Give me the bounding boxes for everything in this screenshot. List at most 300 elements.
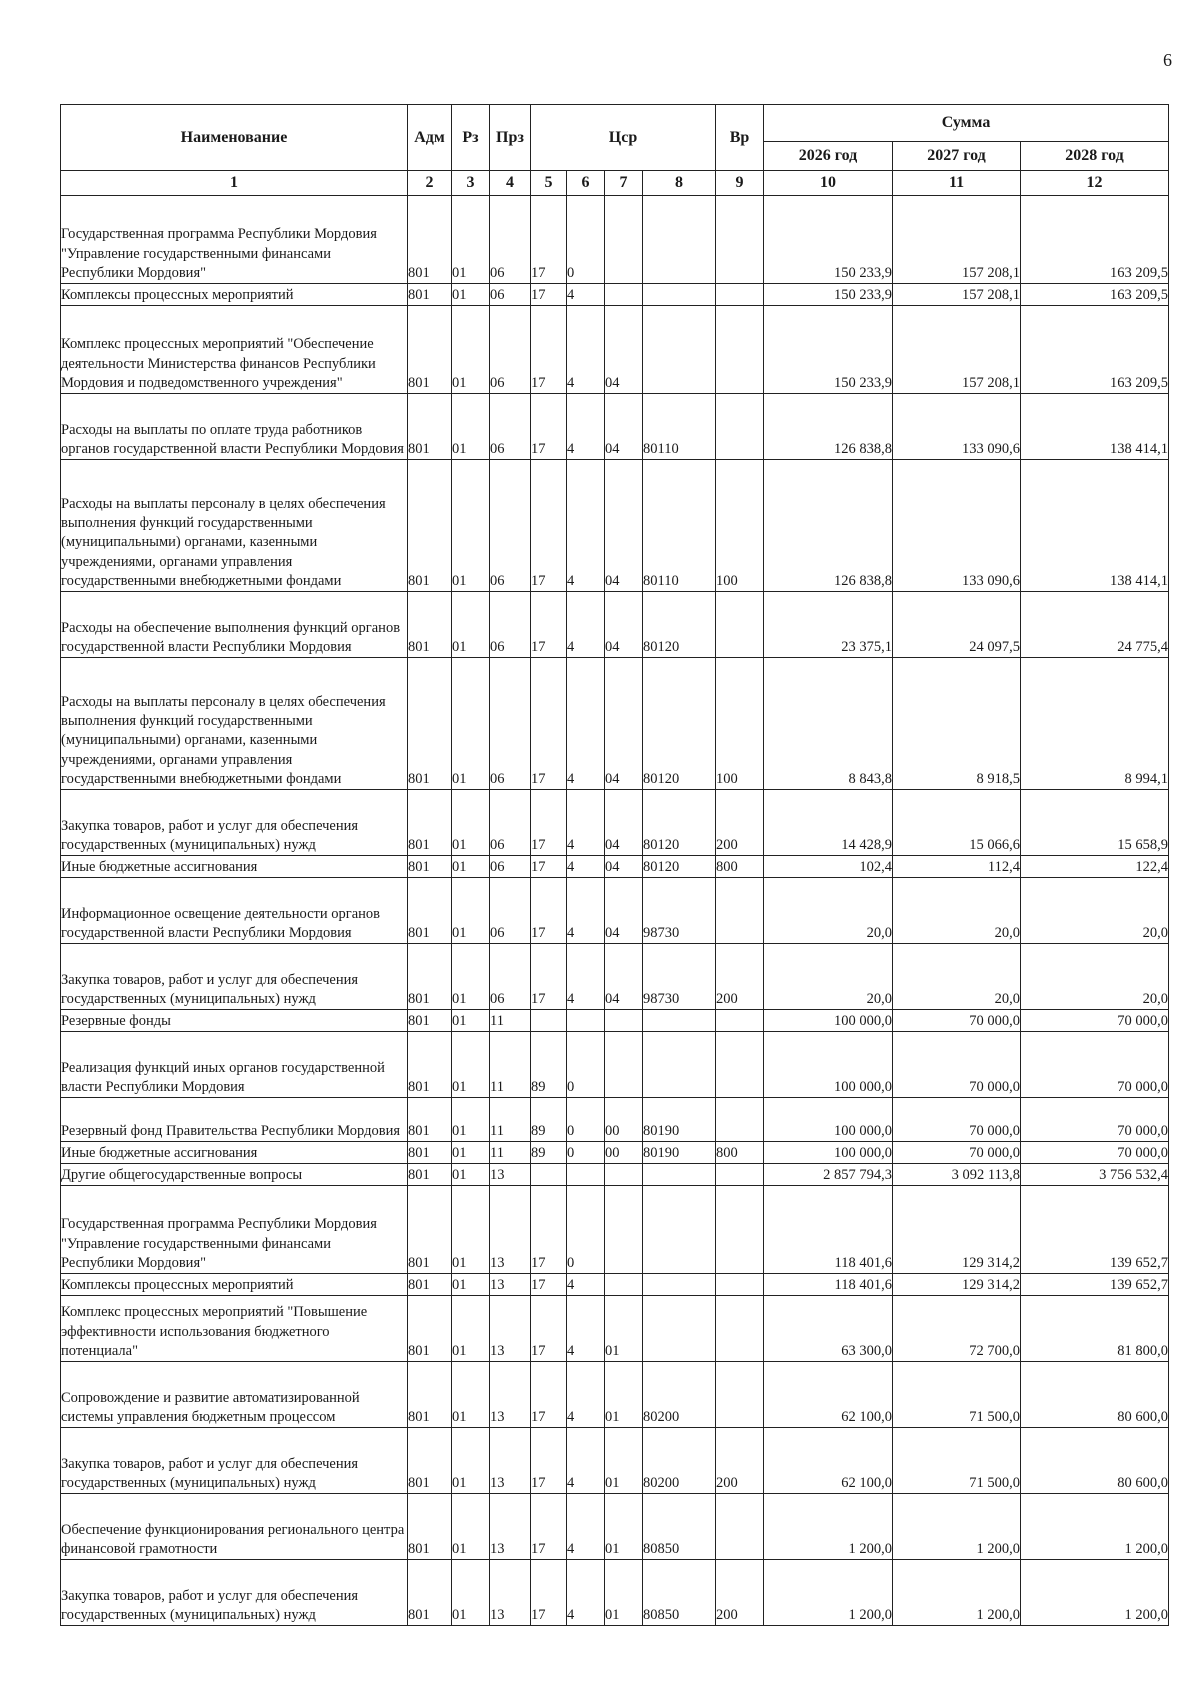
cell-prz: 11 — [490, 1142, 531, 1164]
cell-prz: 13 — [490, 1428, 531, 1494]
cell-rz: 01 — [452, 1362, 490, 1428]
cell-prz: 06 — [490, 394, 531, 460]
cell-c8 — [643, 1274, 716, 1296]
column-number: 7 — [605, 171, 643, 196]
cell-c5: 17 — [531, 306, 567, 394]
header-year-2028: 2028 год — [1021, 142, 1169, 171]
cell-s2: 15 066,6 — [893, 790, 1021, 856]
table-row — [61, 1560, 1169, 1626]
cell-s1: 100 000,0 — [764, 1032, 893, 1098]
cell-c6: 4 — [567, 394, 605, 460]
cell-c7: 01 — [605, 1428, 643, 1494]
cell-rz: 01 — [452, 394, 490, 460]
cell-s2: 20,0 — [893, 878, 1021, 944]
cell-rz: 01 — [452, 856, 490, 878]
cell-s1: 23 375,1 — [764, 592, 893, 658]
cell-c6: 4 — [567, 790, 605, 856]
cell-prz: 06 — [490, 878, 531, 944]
cell-adm: 801 — [408, 306, 452, 394]
cell-s3: 3 756 532,4 — [1021, 1164, 1169, 1186]
cell-s1: 100 000,0 — [764, 1010, 893, 1032]
cell-adm: 801 — [408, 1428, 452, 1494]
cell-name: Расходы на выплаты по оплате труда работников органов государственной власти Республики Мордовия — [61, 394, 408, 460]
cell-c7: 04 — [605, 944, 643, 1010]
cell-vr — [716, 592, 764, 658]
cell-adm: 801 — [408, 658, 452, 790]
column-number: 2 — [408, 171, 452, 196]
cell-name: Расходы на обеспечение выполнения функций органов государственной власти Республики Мордовия — [61, 592, 408, 658]
cell-c5: 17 — [531, 1186, 567, 1274]
cell-c6: 0 — [567, 196, 605, 284]
cell-prz: 06 — [490, 460, 531, 592]
cell-name: Иные бюджетные ассигнования — [61, 856, 408, 878]
cell-s2: 8 918,5 — [893, 658, 1021, 790]
cell-vr: 800 — [716, 856, 764, 878]
cell-rz: 01 — [452, 1142, 490, 1164]
cell-c6: 4 — [567, 592, 605, 658]
table-row — [61, 1186, 1169, 1274]
cell-c7: 04 — [605, 790, 643, 856]
cell-name: Закупка товаров, работ и услуг для обеспечения государственных (муниципальных) нужд — [61, 1428, 408, 1494]
cell-c5: 17 — [531, 592, 567, 658]
cell-c8 — [643, 284, 716, 306]
cell-adm: 801 — [408, 790, 452, 856]
cell-c6: 4 — [567, 306, 605, 394]
table-row — [61, 790, 1169, 856]
cell-adm: 801 — [408, 394, 452, 460]
cell-vr — [716, 284, 764, 306]
cell-c6: 0 — [567, 1186, 605, 1274]
column-number: 8 — [643, 171, 716, 196]
cell-c6: 4 — [567, 460, 605, 592]
cell-prz: 13 — [490, 1186, 531, 1274]
cell-c7: 04 — [605, 856, 643, 878]
cell-name: Расходы на выплаты персоналу в целях обеспечения выполнения функций государственными (муниципальными) органами, казенными учреждениями, органами управления государственными внебюджетными фондами — [61, 460, 408, 592]
cell-prz: 13 — [490, 1494, 531, 1560]
cell-c6 — [567, 1010, 605, 1032]
cell-c7: 01 — [605, 1560, 643, 1626]
cell-c5: 17 — [531, 878, 567, 944]
table-row — [61, 592, 1169, 658]
cell-c8: 98730 — [643, 878, 716, 944]
column-number: 12 — [1021, 171, 1169, 196]
table-row — [61, 856, 1169, 878]
cell-s2: 71 500,0 — [893, 1428, 1021, 1494]
cell-c5: 17 — [531, 1560, 567, 1626]
cell-vr — [716, 1362, 764, 1428]
cell-vr — [716, 878, 764, 944]
table-row — [61, 1142, 1169, 1164]
cell-name: Резервный фонд Правительства Республики Мордовия — [61, 1098, 408, 1142]
cell-rz: 01 — [452, 1186, 490, 1274]
cell-c5: 17 — [531, 284, 567, 306]
cell-c7 — [605, 196, 643, 284]
cell-c8: 80120 — [643, 592, 716, 658]
cell-s1: 62 100,0 — [764, 1362, 893, 1428]
cell-s2: 1 200,0 — [893, 1560, 1021, 1626]
cell-s1: 1 200,0 — [764, 1494, 893, 1560]
page-number: 6 — [1163, 50, 1172, 70]
cell-s2: 20,0 — [893, 944, 1021, 1010]
cell-s1: 126 838,8 — [764, 460, 893, 592]
cell-s2: 70 000,0 — [893, 1010, 1021, 1032]
cell-s3: 15 658,9 — [1021, 790, 1169, 856]
cell-adm: 801 — [408, 1164, 452, 1186]
cell-name: Обеспечение функционирования регионального центра финансовой грамотности — [61, 1494, 408, 1560]
cell-adm: 801 — [408, 196, 452, 284]
cell-c7: 01 — [605, 1494, 643, 1560]
table-body — [61, 196, 1169, 1626]
cell-name: Иные бюджетные ассигнования — [61, 1142, 408, 1164]
cell-c7: 04 — [605, 592, 643, 658]
cell-prz: 06 — [490, 944, 531, 1010]
cell-s2: 70 000,0 — [893, 1032, 1021, 1098]
cell-c8 — [643, 1186, 716, 1274]
cell-s2: 112,4 — [893, 856, 1021, 878]
cell-adm: 801 — [408, 1362, 452, 1428]
header-sum: Сумма — [764, 105, 1169, 142]
cell-c8: 80110 — [643, 460, 716, 592]
cell-c6: 0 — [567, 1098, 605, 1142]
cell-s1: 14 428,9 — [764, 790, 893, 856]
cell-s2: 129 314,2 — [893, 1274, 1021, 1296]
cell-c7 — [605, 1032, 643, 1098]
cell-prz: 06 — [490, 592, 531, 658]
table-row — [61, 1032, 1169, 1098]
cell-prz: 06 — [490, 306, 531, 394]
cell-s3: 138 414,1 — [1021, 460, 1169, 592]
cell-c5: 17 — [531, 1494, 567, 1560]
cell-vr — [716, 1164, 764, 1186]
cell-s3: 163 209,5 — [1021, 196, 1169, 284]
cell-s1: 102,4 — [764, 856, 893, 878]
column-number: 5 — [531, 171, 567, 196]
header-year-2027: 2027 год — [893, 142, 1021, 171]
cell-adm: 801 — [408, 1560, 452, 1626]
cell-c6: 4 — [567, 944, 605, 1010]
cell-c5: 17 — [531, 196, 567, 284]
cell-c6: 4 — [567, 1274, 605, 1296]
cell-s3: 163 209,5 — [1021, 284, 1169, 306]
table-row — [61, 1098, 1169, 1142]
cell-prz: 13 — [490, 1560, 531, 1626]
cell-prz: 13 — [490, 1296, 531, 1362]
cell-s2: 157 208,1 — [893, 284, 1021, 306]
cell-s1: 2 857 794,3 — [764, 1164, 893, 1186]
cell-adm: 801 — [408, 1010, 452, 1032]
header-prz: Прз — [490, 105, 531, 171]
table-row — [61, 1164, 1169, 1186]
table-row — [61, 284, 1169, 306]
cell-c5: 17 — [531, 1274, 567, 1296]
cell-c5: 17 — [531, 1428, 567, 1494]
cell-c6 — [567, 1164, 605, 1186]
cell-vr — [716, 1186, 764, 1274]
table-row — [61, 1010, 1169, 1032]
cell-rz: 01 — [452, 1164, 490, 1186]
cell-s2: 129 314,2 — [893, 1186, 1021, 1274]
cell-rz: 01 — [452, 878, 490, 944]
cell-s1: 20,0 — [764, 878, 893, 944]
cell-rz: 01 — [452, 1560, 490, 1626]
table-row — [61, 394, 1169, 460]
table-header — [61, 105, 1169, 196]
cell-c8: 80120 — [643, 790, 716, 856]
cell-adm: 801 — [408, 944, 452, 1010]
header-name: Наименование — [61, 105, 408, 171]
cell-c8 — [643, 1164, 716, 1186]
cell-c6: 4 — [567, 878, 605, 944]
cell-c8: 80190 — [643, 1142, 716, 1164]
cell-s1: 150 233,9 — [764, 196, 893, 284]
cell-vr: 100 — [716, 460, 764, 592]
cell-c5 — [531, 1164, 567, 1186]
cell-s3: 70 000,0 — [1021, 1098, 1169, 1142]
column-number: 9 — [716, 171, 764, 196]
table-row — [61, 1296, 1169, 1362]
cell-prz: 13 — [490, 1164, 531, 1186]
cell-c6: 4 — [567, 1494, 605, 1560]
column-number: 4 — [490, 171, 531, 196]
cell-rz: 01 — [452, 460, 490, 592]
cell-adm: 801 — [408, 592, 452, 658]
header-adm: Адм — [408, 105, 452, 171]
cell-c5: 89 — [531, 1142, 567, 1164]
cell-c7: 00 — [605, 1142, 643, 1164]
cell-c8: 80110 — [643, 394, 716, 460]
cell-c8: 98730 — [643, 944, 716, 1010]
cell-rz: 01 — [452, 1494, 490, 1560]
cell-s3: 20,0 — [1021, 878, 1169, 944]
cell-c6: 4 — [567, 1362, 605, 1428]
table-row — [61, 460, 1169, 592]
cell-adm: 801 — [408, 1274, 452, 1296]
cell-s3: 70 000,0 — [1021, 1142, 1169, 1164]
cell-s3: 20,0 — [1021, 944, 1169, 1010]
cell-c7: 01 — [605, 1362, 643, 1428]
cell-s1: 100 000,0 — [764, 1142, 893, 1164]
cell-c5 — [531, 1010, 567, 1032]
column-number: 1 — [61, 171, 408, 196]
cell-c5: 17 — [531, 460, 567, 592]
cell-s3: 8 994,1 — [1021, 658, 1169, 790]
cell-c8: 80850 — [643, 1560, 716, 1626]
table-row — [61, 658, 1169, 790]
cell-adm: 801 — [408, 1494, 452, 1560]
cell-adm: 801 — [408, 878, 452, 944]
header-rz: Рз — [452, 105, 490, 171]
cell-rz: 01 — [452, 1296, 490, 1362]
header-vr: Вр — [716, 105, 764, 171]
cell-s3: 70 000,0 — [1021, 1032, 1169, 1098]
cell-c8: 80120 — [643, 658, 716, 790]
cell-rz: 01 — [452, 306, 490, 394]
cell-c8: 80200 — [643, 1428, 716, 1494]
cell-vr: 800 — [716, 1142, 764, 1164]
cell-name: Закупка товаров, работ и услуг для обеспечения государственных (муниципальных) нужд — [61, 790, 408, 856]
cell-s2: 133 090,6 — [893, 394, 1021, 460]
cell-prz: 06 — [490, 284, 531, 306]
cell-c7: 04 — [605, 394, 643, 460]
cell-vr — [716, 1010, 764, 1032]
cell-name: Государственная программа Республики Мордовия "Управление государственными финансами Республики Мордовия" — [61, 1186, 408, 1274]
cell-name: Закупка товаров, работ и услуг для обеспечения государственных (муниципальных) нужд — [61, 944, 408, 1010]
cell-s1: 150 233,9 — [764, 284, 893, 306]
cell-prz: 11 — [490, 1098, 531, 1142]
column-number: 10 — [764, 171, 893, 196]
cell-rz: 01 — [452, 1032, 490, 1098]
cell-c8 — [643, 1010, 716, 1032]
cell-prz: 06 — [490, 658, 531, 790]
cell-prz: 13 — [490, 1362, 531, 1428]
cell-c5: 17 — [531, 1362, 567, 1428]
cell-prz: 11 — [490, 1032, 531, 1098]
cell-prz: 06 — [490, 196, 531, 284]
cell-s1: 20,0 — [764, 944, 893, 1010]
cell-vr — [716, 1274, 764, 1296]
cell-c7: 00 — [605, 1098, 643, 1142]
cell-c7 — [605, 1186, 643, 1274]
cell-name: Реализация функций иных органов государственной власти Республики Мордовия — [61, 1032, 408, 1098]
cell-s2: 70 000,0 — [893, 1098, 1021, 1142]
cell-c7: 01 — [605, 1296, 643, 1362]
cell-c6: 0 — [567, 1142, 605, 1164]
cell-name: Закупка товаров, работ и услуг для обеспечения государственных (муниципальных) нужд — [61, 1560, 408, 1626]
cell-vr — [716, 1032, 764, 1098]
table-row — [61, 878, 1169, 944]
cell-c6: 4 — [567, 284, 605, 306]
cell-s3: 24 775,4 — [1021, 592, 1169, 658]
cell-s1: 1 200,0 — [764, 1560, 893, 1626]
cell-vr: 200 — [716, 1428, 764, 1494]
cell-name: Другие общегосударственные вопросы — [61, 1164, 408, 1186]
cell-rz: 01 — [452, 790, 490, 856]
column-number: 11 — [893, 171, 1021, 196]
cell-c7: 04 — [605, 878, 643, 944]
cell-s2: 71 500,0 — [893, 1362, 1021, 1428]
table-row — [61, 1428, 1169, 1494]
cell-c8: 80120 — [643, 856, 716, 878]
cell-c7: 04 — [605, 306, 643, 394]
cell-vr — [716, 306, 764, 394]
cell-c5: 89 — [531, 1098, 567, 1142]
table-row — [61, 1274, 1169, 1296]
table-row — [61, 1494, 1169, 1560]
cell-s3: 1 200,0 — [1021, 1560, 1169, 1626]
cell-c5: 17 — [531, 944, 567, 1010]
cell-adm: 801 — [408, 284, 452, 306]
cell-c5: 17 — [531, 394, 567, 460]
cell-c5: 17 — [531, 658, 567, 790]
cell-c7: 04 — [605, 658, 643, 790]
cell-vr — [716, 394, 764, 460]
cell-rz: 01 — [452, 196, 490, 284]
cell-c7: 04 — [605, 460, 643, 592]
cell-name: Сопровождение и развитие автоматизированной системы управления бюджетным процессом — [61, 1362, 408, 1428]
cell-s2: 157 208,1 — [893, 306, 1021, 394]
cell-rz: 01 — [452, 284, 490, 306]
cell-vr — [716, 1494, 764, 1560]
cell-adm: 801 — [408, 1098, 452, 1142]
table-row — [61, 1362, 1169, 1428]
table-row — [61, 196, 1169, 284]
cell-prz: 06 — [490, 790, 531, 856]
cell-name: Резервные фонды — [61, 1010, 408, 1032]
header-csr: Цср — [531, 105, 716, 171]
cell-rz: 01 — [452, 1010, 490, 1032]
cell-c6: 4 — [567, 1296, 605, 1362]
cell-c7 — [605, 1164, 643, 1186]
cell-vr — [716, 196, 764, 284]
cell-s3: 138 414,1 — [1021, 394, 1169, 460]
cell-c7 — [605, 1010, 643, 1032]
cell-name: Комплекс процессных мероприятий "Повышение эффективности использования бюджетного потенциала" — [61, 1296, 408, 1362]
column-number: 3 — [452, 171, 490, 196]
cell-c6: 0 — [567, 1032, 605, 1098]
cell-s2: 24 097,5 — [893, 592, 1021, 658]
cell-prz: 11 — [490, 1010, 531, 1032]
cell-adm: 801 — [408, 1296, 452, 1362]
cell-adm: 801 — [408, 856, 452, 878]
cell-vr: 100 — [716, 658, 764, 790]
column-numbers-row — [61, 171, 1169, 196]
cell-c7 — [605, 284, 643, 306]
cell-c5: 17 — [531, 1296, 567, 1362]
cell-adm: 801 — [408, 460, 452, 592]
cell-c5: 89 — [531, 1032, 567, 1098]
cell-s3: 1 200,0 — [1021, 1494, 1169, 1560]
table-row — [61, 306, 1169, 394]
cell-rz: 01 — [452, 658, 490, 790]
cell-rz: 01 — [452, 1098, 490, 1142]
cell-s3: 122,4 — [1021, 856, 1169, 878]
cell-s3: 139 652,7 — [1021, 1186, 1169, 1274]
cell-vr — [716, 1098, 764, 1142]
header-year-2026: 2026 год — [764, 142, 893, 171]
cell-vr: 200 — [716, 944, 764, 1010]
budget-table — [60, 104, 1169, 1626]
cell-c8: 80190 — [643, 1098, 716, 1142]
cell-name: Комплексы процессных мероприятий — [61, 1274, 408, 1296]
cell-c7 — [605, 1274, 643, 1296]
cell-name: Комплекс процессных мероприятий "Обеспечение деятельности Министерства финансов Республики Мордовия и подведомственного учреждения" — [61, 306, 408, 394]
cell-s1: 62 100,0 — [764, 1428, 893, 1494]
cell-vr — [716, 1296, 764, 1362]
cell-c8 — [643, 1032, 716, 1098]
cell-c8 — [643, 306, 716, 394]
cell-rz: 01 — [452, 1274, 490, 1296]
cell-s2: 3 092 113,8 — [893, 1164, 1021, 1186]
cell-c6: 4 — [567, 1560, 605, 1626]
cell-s3: 80 600,0 — [1021, 1362, 1169, 1428]
cell-c8: 80200 — [643, 1362, 716, 1428]
cell-c6: 4 — [567, 856, 605, 878]
cell-s1: 63 300,0 — [764, 1296, 893, 1362]
cell-s3: 139 652,7 — [1021, 1274, 1169, 1296]
column-number: 6 — [567, 171, 605, 196]
cell-s1: 100 000,0 — [764, 1098, 893, 1142]
cell-s2: 72 700,0 — [893, 1296, 1021, 1362]
cell-s3: 70 000,0 — [1021, 1010, 1169, 1032]
cell-s1: 118 401,6 — [764, 1186, 893, 1274]
cell-name: Комплексы процессных мероприятий — [61, 284, 408, 306]
cell-name: Расходы на выплаты персоналу в целях обеспечения выполнения функций государственными (муниципальными) органами, казенными учреждениями, органами управления государственными внебюджетными фондами — [61, 658, 408, 790]
cell-s3: 81 800,0 — [1021, 1296, 1169, 1362]
cell-name: Государственная программа Республики Мордовия "Управление государственными финансами Республики Мордовия" — [61, 196, 408, 284]
cell-vr: 200 — [716, 1560, 764, 1626]
cell-rz: 01 — [452, 1428, 490, 1494]
cell-prz: 13 — [490, 1274, 531, 1296]
